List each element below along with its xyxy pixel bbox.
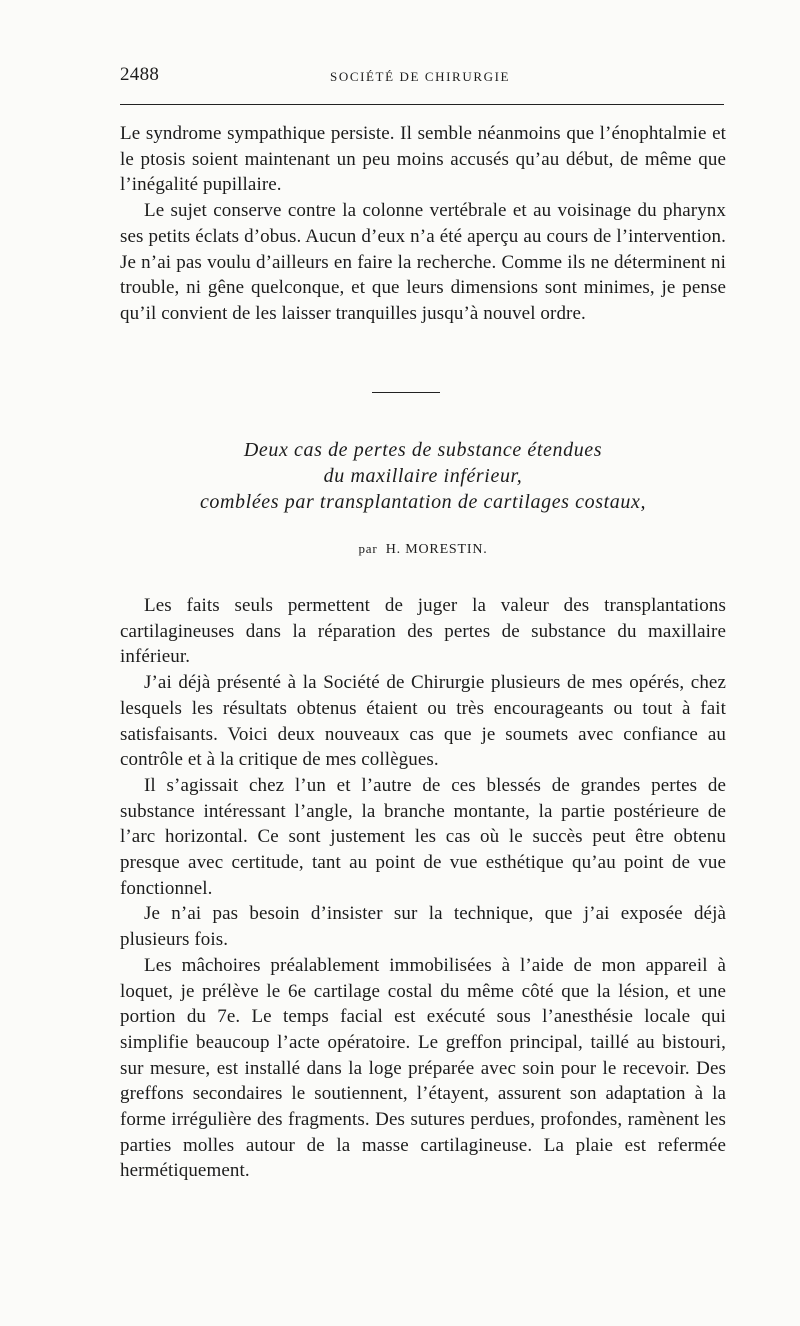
paragraph: Les faits seuls permettent de juger la valeur des transplantations cartilagineuses dans la réparation des pertes de substance du maxillaire inférieur. (120, 595, 726, 668)
page-number: 2488 (120, 64, 160, 85)
header-rule (120, 104, 724, 105)
paragraph: Je n’ai pas besoin d’insister sur la technique, que j’ai exposée déjà plusieurs fois. (120, 903, 726, 951)
paragraph: J’ai déjà présenté à la Société de Chirurgie plusieurs de mes opérés, chez lesquels les résultats obtenus étaient ou très encourageants ou tout à fait satisfaisants. Voici deux nouveaux cas que je soumets avec confiance au contrôle et à la critique de mes collègues. (120, 672, 726, 771)
article-byline (120, 541, 726, 558)
author-name: H. MORESTIN. (385, 542, 488, 557)
intro-text (120, 121, 726, 327)
page-header (120, 64, 724, 90)
section-divider (372, 392, 440, 393)
paragraph: Le sujet conserve contre la colonne vertébrale et au voisinage du pharynx ses petits éclats d’obus. Aucun d’eux n’a été aperçu au cours de l’intervention. Je n’ai pas voulu d’ailleurs en faire la recherche. Comme ils ne déterminent ni trouble, ni gêne quelconque, et que leurs dimensions sont minimes, je pense qu’il convient de les laisser tranquilles jusqu’à nouvel ordre. (120, 200, 726, 324)
title-line: du maxillaire inférieur, (323, 465, 523, 487)
byline-prefix: par (358, 541, 378, 556)
article-text (120, 593, 726, 1184)
title-line: comblées par transplantation de cartilages costaux, (199, 491, 647, 513)
title-line: Deux cas de pertes de substance étendues (243, 439, 603, 461)
paragraph: Il s’agissait chez l’un et l’autre de ces blessés de grandes pertes de substance intéressant l’angle, la branche montante, la partie postérieure de l’arc horizontal. Ce sont justement les cas où le succès peut être obtenu presque avec certitude, tant au point de vue esthétique qu’au point de vue fonctionnel. (120, 774, 726, 899)
paragraph: Les mâchoires préalablement immobilisées à l’aide de mon appareil à loquet, je prélève le 6e cartilage costal du même côté que la lésion, et une portion du 7e. Le temps facial est exécuté sous l’anesthésie locale qui simplifie beaucoup l’acte opératoire. Le greffon principal, taillé au bistouri, sur mesure, est installé dans la loge préparée avec soin pour le recevoir. Des greffons secondaires le soutiennent, l’étayent, assurent son adaptation à la forme irrégulière des fragments. Des sutures perdues, profondes, ramènent les parties molles autour de la masse cartilagineuse. La plaie est refermée hermétiquement. (120, 954, 726, 1182)
paragraph: Le syndrome sympathique persiste. Il semble néanmoins que l’énophtalmie et le ptosis soient maintenant un peu moins accusés qu’au début, de même que l’inégalité pupillaire. (120, 123, 726, 196)
article-title (120, 437, 726, 515)
running-head: SOCIÉTÉ DE CHIRURGIE (330, 69, 511, 84)
